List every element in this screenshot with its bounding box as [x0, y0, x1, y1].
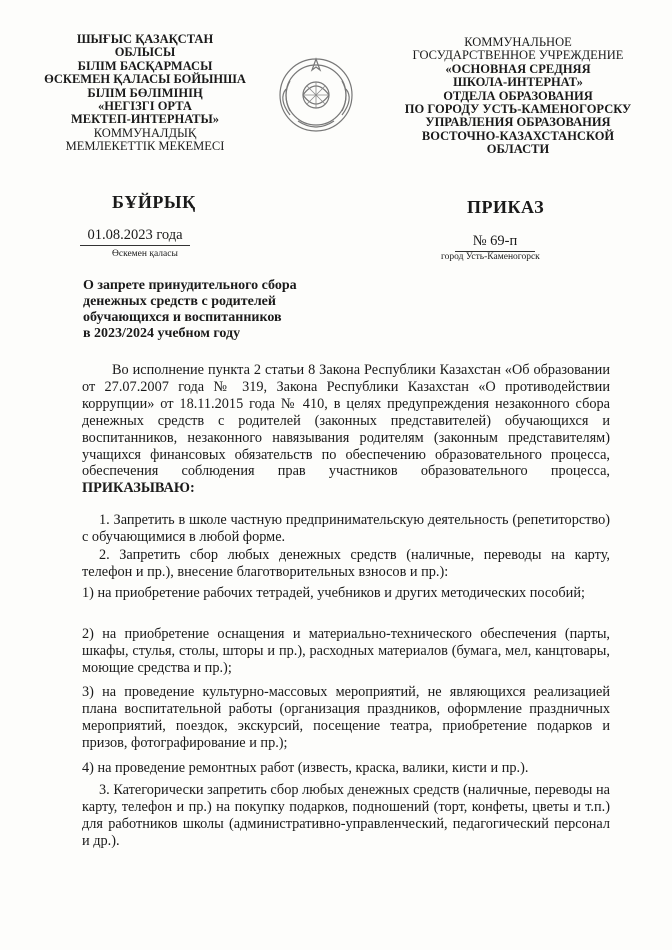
header-left-line: ОБЛЫСЫ	[114, 45, 176, 60]
subject-line: в 2023/2024 учебном году	[83, 326, 241, 341]
header-right-line: УПРАВЛЕНИЯ ОБРАЗОВАНИЯ	[425, 115, 611, 130]
header-right-line: ВОСТОЧНО-КАЗАХСТАНСКОЙ	[421, 128, 615, 143]
body-subitem-2: 2) на приобретение оснащения и материально-технического обеспечения (парты, шкафы, стулья, столы, шторы и пр.), расходных материалов (бумага, мел, канцтовары, моющие средства и пр.);	[82, 626, 610, 676]
body-item-2: 2. Запретить сбор любых денежных средств (наличные, переводы на карту, телефон и пр.), внесение благотворительных взносов и пр.):	[82, 547, 610, 580]
header-right-line: «ОСНОВНАЯ СРЕДНЯЯ	[445, 61, 591, 76]
body-intro	[82, 362, 610, 497]
header-right	[392, 36, 644, 157]
body-subitem-4: 4) на проведение ремонтных работ (известь, краска, валики, кисти и пр.).	[82, 760, 529, 776]
body-item-3: 3. Категорически запретить сбор любых денежных средств (наличные, переводы на карту, телефон и пр.) на покупку подарков, подношений (торт, конфеты, цветы и т.п.) для работников школы (административно-управленческий, педагогический персонал и др.).	[82, 782, 610, 849]
header-left	[40, 33, 250, 154]
body-subitem-3: 3) на проведение культурно-массовых мероприятий, не являющихся реализацией плана воспитательной работы (организация праздников, оформление праздничных мероприятий, поездок, экскурсий, посещение театра, приобретение подарков и призов, фотографирование и пр.);	[82, 684, 610, 751]
header-left-line: «НЕГІЗГІ ОРТА	[98, 99, 192, 114]
title-kz: БҰЙРЫҚ	[112, 192, 196, 212]
header-right-line: ГОСУДАРСТВЕННОЕ УЧРЕЖДЕНИЕ	[412, 48, 624, 63]
header-left-line: БІЛІМ БӨЛІМІНІҢ	[87, 85, 203, 100]
header-right-line: ШКОЛА-ИНТЕРНАТ»	[453, 75, 583, 90]
header-left-line: КОММУНАЛДЫҚ	[93, 125, 197, 140]
order-word: ПРИКАЗЫВАЮ:	[82, 480, 195, 497]
place-kz: Өскемен қаласы	[112, 249, 178, 259]
order-number: № 69-п	[455, 233, 535, 252]
header-left-line: ШЫҒЫС ҚАЗАҚСТАН	[76, 32, 214, 46]
subject-line: О запрете принудительного сбора	[83, 278, 297, 293]
subject-line: обучающихся и воспитанников	[83, 310, 282, 325]
subject-line: денежных средств с родителей	[83, 294, 276, 309]
order-date: 01.08.2023 года	[80, 227, 190, 246]
header-left-line: МЕКТЕП-ИНТЕРНАТЫ»	[70, 112, 220, 127]
header-right-line: ПО ГОРОДУ УСТЬ-КАМЕНОГОРСКУ	[404, 102, 632, 117]
body-subitem-1: 1) на приобретение рабочих тетрадей, учебников и других методических пособий;	[82, 585, 585, 601]
body-item-1: 1. Запретить в школе частную предпринимательскую деятельность (репетиторство) с обучающимися в любой форме.	[82, 512, 610, 545]
state-emblem-icon	[276, 55, 356, 135]
order-subject	[83, 278, 343, 342]
title-ru: ПРИКАЗ	[467, 197, 545, 217]
header-right-line: ОТДЕЛА ОБРАЗОВАНИЯ	[443, 88, 593, 103]
header-left-line: МЕМЛЕКЕТТІК МЕКЕМЕСІ	[65, 139, 225, 154]
place-ru: город Усть-Каменогорск	[441, 252, 540, 262]
intro-text: Во исполнение пункта 2 статьи 8 Закона Республики Казахстан «Об образовании от 27.07.2007 года № 319, Закона Республики Казахстан «О противодействии коррупции» от 18.11.2015 года № 410, в целях предупреждения незаконного сбора денежных средств с родителей (законных представителей) обучающихся и воспитанников, незаконного навязывания родителям (законным представителям) учащихся финансовых обязательств по обеспечению образовательного процесса, обеспечения соблюдения прав участников образовательного процесса,	[82, 362, 610, 480]
header-right-line: ОБЛАСТИ	[486, 142, 550, 157]
header-right-line: КОММУНАЛЬНОЕ	[464, 35, 572, 49]
header-left-line: ӨСКЕМЕН ҚАЛАСЫ БОЙЫНША	[44, 72, 246, 87]
header-left-line: БІЛІМ БАСҚАРМАСЫ	[77, 58, 213, 73]
